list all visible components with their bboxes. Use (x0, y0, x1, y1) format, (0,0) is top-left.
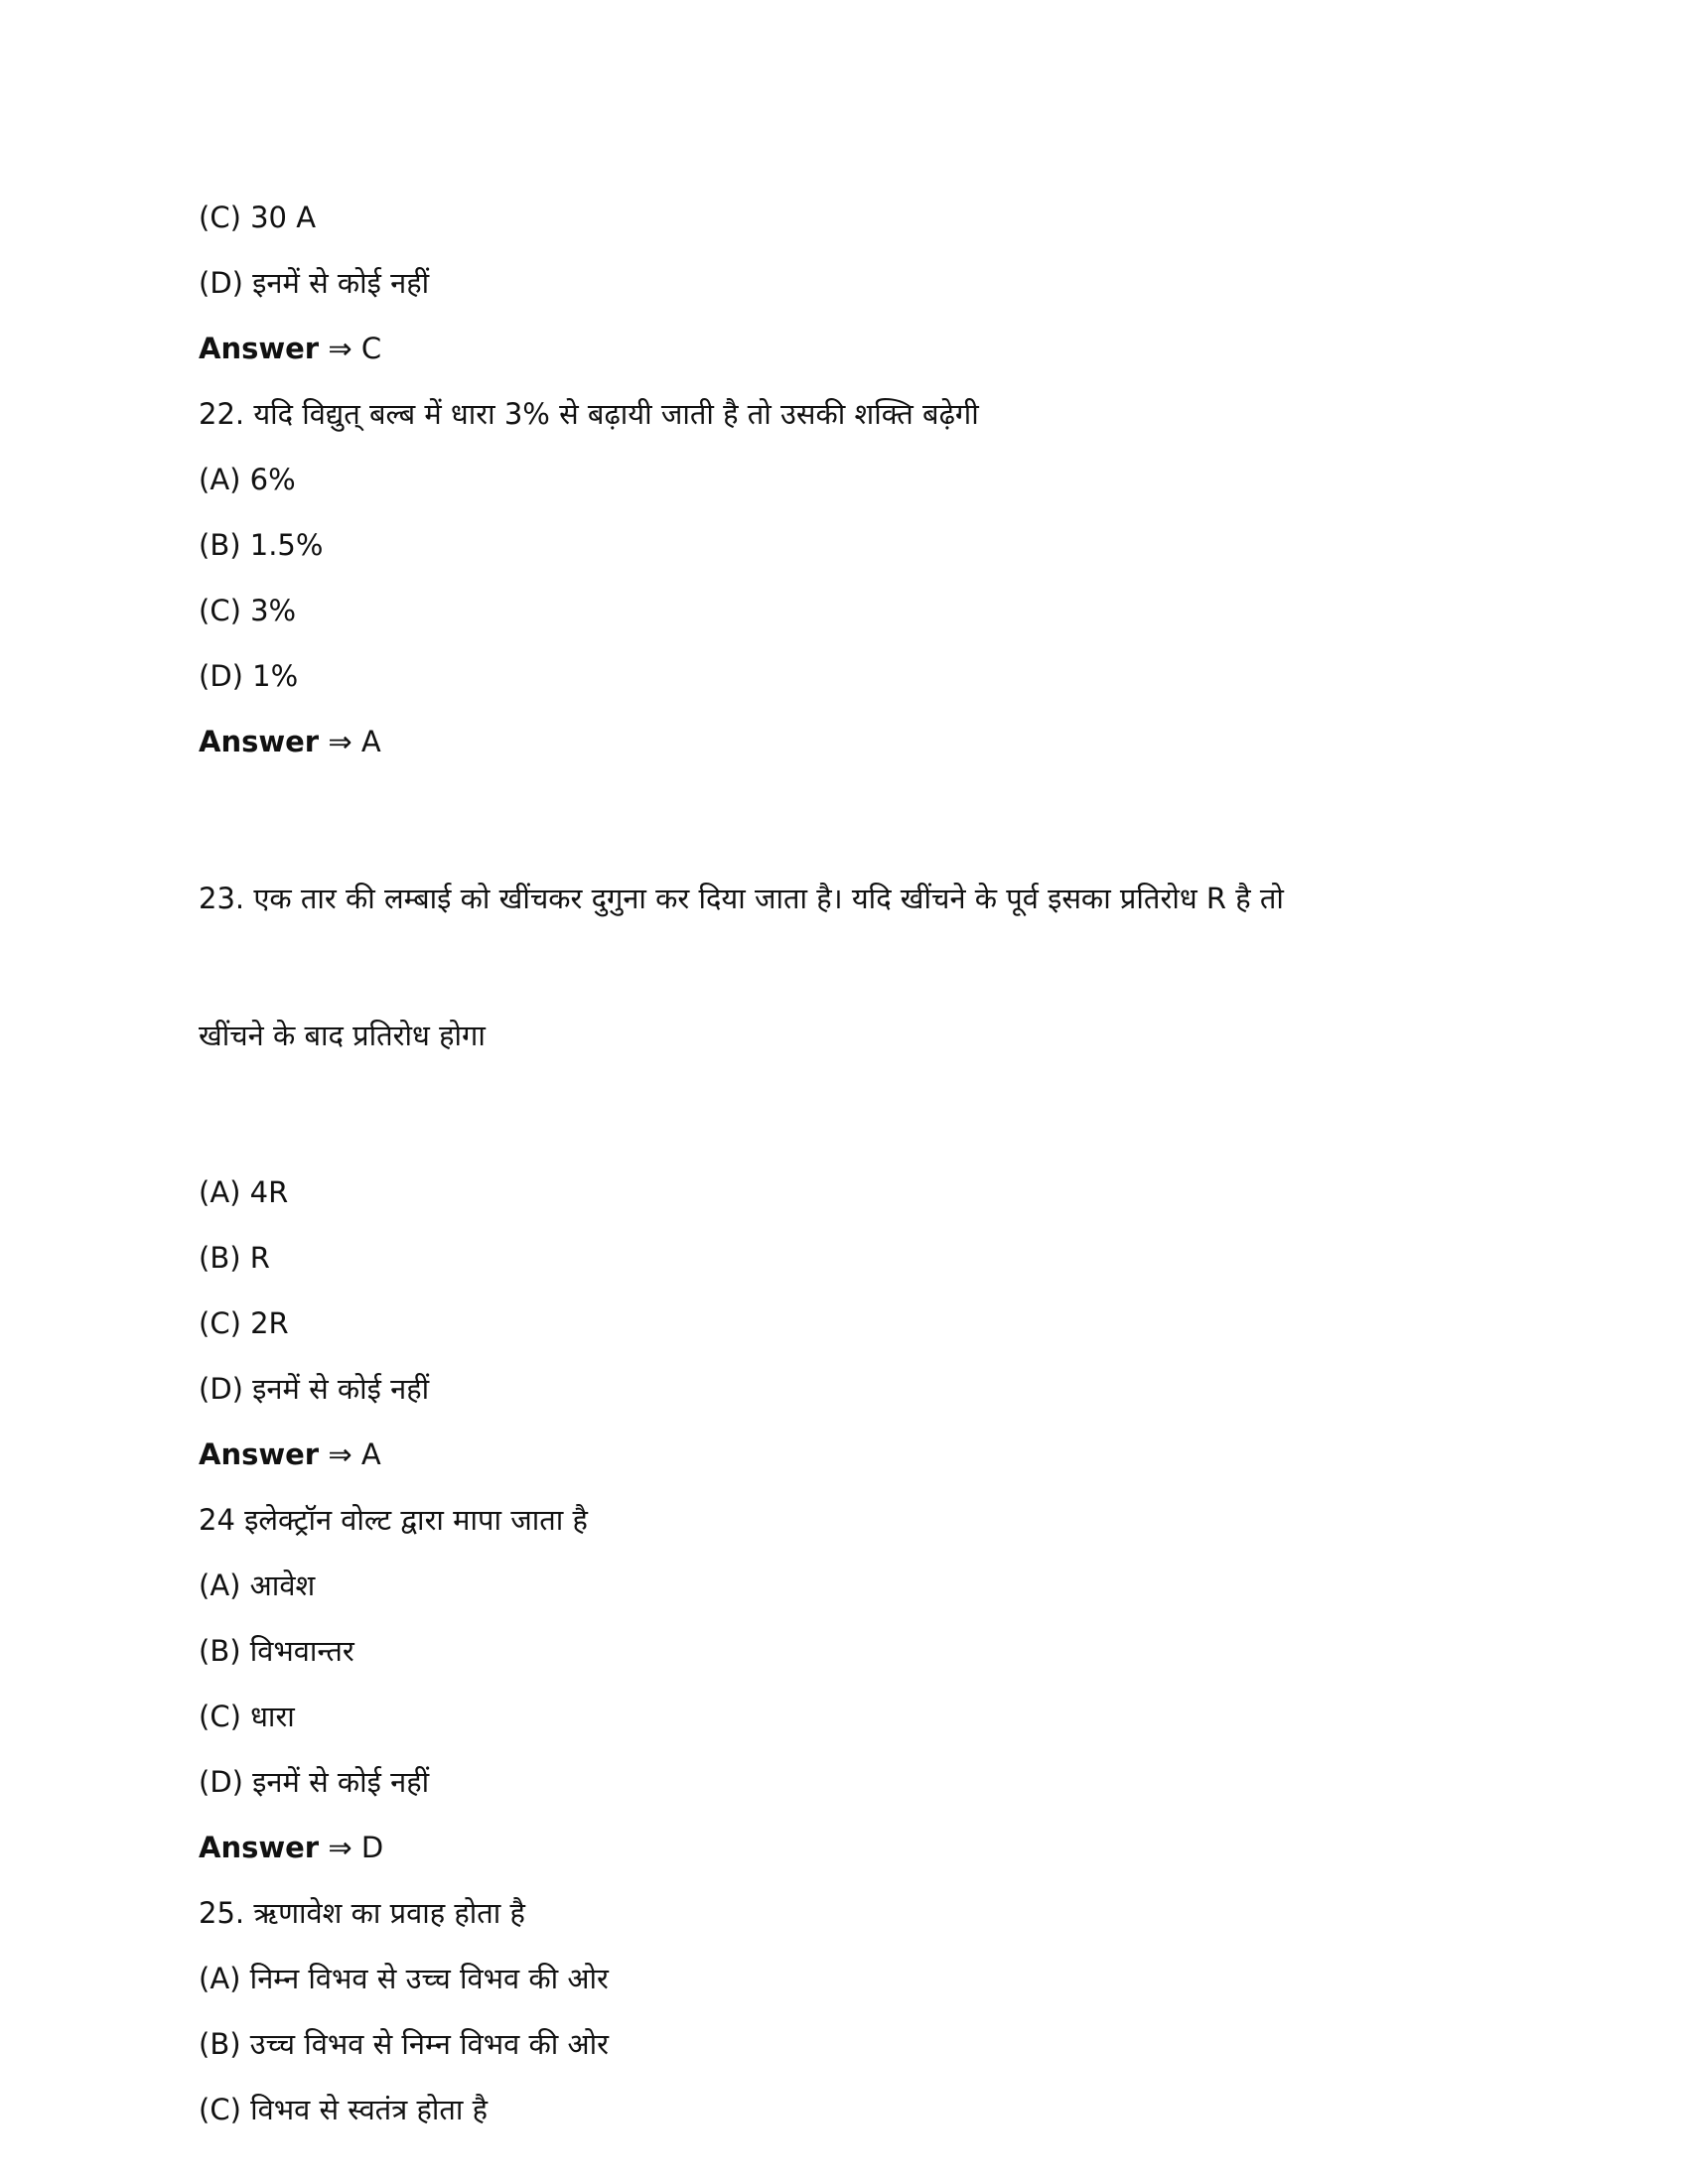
option-line: (A) आवेश (199, 1569, 316, 1602)
option-line: (D) इनमें से कोई नहीं (199, 1372, 430, 1406)
question-line: 23. एक तार की लम्बाई को खींचकर दुगुना कर दिया जाता है। यदि खींचने के पूर्व इसका प्रतिरोध R है तो (199, 882, 1284, 915)
document-page (199, 195, 1489, 2152)
option-line: (D) 1% (199, 659, 299, 693)
answer-arrow: ⇒ (328, 725, 352, 758)
answer-arrow: ⇒ (328, 332, 352, 365)
option-line: (D) इनमें से कोई नहीं (199, 266, 430, 300)
option-line: (B) R (199, 1241, 270, 1275)
answer-line (199, 326, 1489, 371)
option-line: (A) 6% (199, 463, 296, 496)
option-line: (D) इनमें से कोई नहीं (199, 1765, 430, 1799)
option-line: (A) निम्न विभव से उच्च विभव की ओर (199, 1962, 609, 1995)
answer-value: D (360, 1831, 384, 1864)
option-line: (B) 1.5% (199, 528, 324, 562)
answer-line (199, 1432, 1489, 1477)
answer-label: Answer (199, 725, 320, 758)
answer-label: Answer (199, 1437, 320, 1471)
answer-value: A (360, 1437, 381, 1471)
answer-label: Answer (199, 332, 320, 365)
option-line: (C) 3% (199, 594, 297, 627)
answer-value: A (360, 725, 381, 758)
answer-value: C (360, 332, 382, 365)
answer-arrow: ⇒ (328, 1831, 352, 1864)
answer-arrow: ⇒ (328, 1437, 352, 1471)
option-line: (C) विभव से स्वतंत्र होता है (199, 2093, 489, 2126)
option-line: (C) 2R (199, 1306, 289, 1340)
answer-line (199, 719, 1489, 764)
question-line: 24 इलेक्ट्रॉन वोल्ट द्वारा मापा जाता है (199, 1503, 588, 1537)
question-line: 22. यदि विद्युत् बल्ब में धारा 3% से बढ़ायी जाती है तो उसकी शक्ति बढ़ेगी (199, 397, 979, 431)
option-line: (C) धारा (199, 1700, 295, 1733)
answer-line (199, 1825, 1489, 1870)
question-line: 25. ऋणावेश का प्रवाह होता है (199, 1896, 525, 1930)
option-line: (A) 4R (199, 1175, 289, 1209)
option-line: (B) विभवान्तर (199, 1634, 354, 1668)
option-line: (B) उच्च विभव से निम्न विभव की ओर (199, 2027, 609, 2061)
option-line: (C) 30 A (199, 201, 317, 234)
answer-label: Answer (199, 1831, 320, 1864)
question-block (199, 784, 1489, 1150)
question-line-continued: खींचने के बाद प्रतिरोध होगा (199, 1019, 486, 1052)
